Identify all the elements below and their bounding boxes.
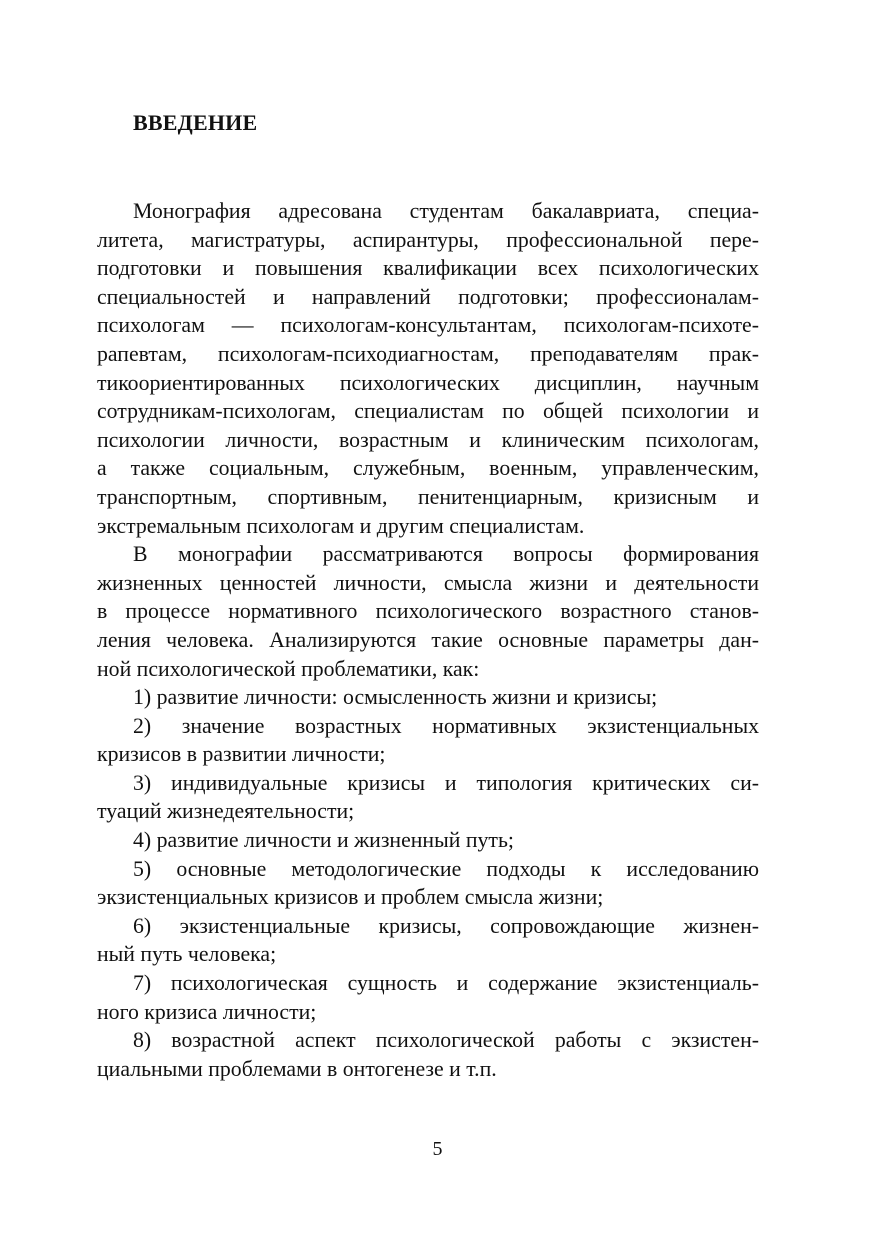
list-item-line: 1) развитие личности: осмысленность жизни и кризисы; (133, 685, 658, 710)
list-item-line: 8) возрастной аспект психологической работы с экзистен- (133, 1028, 759, 1053)
paragraph-line: в процессе нормативного психологического возрастного станов- (97, 599, 759, 624)
list-item-line: ного кризиса личности; (97, 999, 317, 1024)
page-number: 5 (432, 1138, 443, 1160)
paragraph-line: психологии личности, возрастным и клиническим психологам, (97, 427, 759, 452)
list-item-line: 7) психологическая сущность и содержание экзистенциаль- (133, 971, 759, 996)
paragraph-line: а также социальным, служебным, военным, управленческим, (97, 456, 759, 481)
paragraph-line: транспортным, спортивным, пенитенциарным, кризисным и (97, 484, 759, 509)
paragraph-line: ления человека. Анализируются такие основные параметры дан- (97, 627, 759, 652)
paragraph-line: сотрудникам-психологам, специалистам по общей психологии и (97, 399, 759, 424)
section-heading: ВВЕДЕНИЕ (133, 110, 258, 135)
list-item-line: 5) основные методологические подходы к исследованию (133, 856, 759, 881)
paragraph-line: экстремальным психологам и другим специалистам. (97, 513, 585, 538)
paragraph-line: В монографии рассматриваются вопросы формирования (133, 542, 759, 567)
paragraph-line: рапевтам, психологам-психодиагностам, преподавателям прак- (97, 341, 759, 366)
list-item-line: 3) индивидуальные кризисы и типология критических си- (133, 770, 759, 795)
list-item-line: 2) значение возрастных нормативных экзистенциальных (133, 713, 759, 738)
paragraph-line: Монография адресована студентам бакалавриата, специа- (133, 199, 759, 223)
list-item-line: циальными проблемами в онтогенезе и т.п. (97, 1056, 497, 1081)
list-item-line: туаций жизнедеятельности; (97, 799, 355, 824)
list-item-line: 6) экзистенциальные кризисы, сопровождающие жизнен- (133, 913, 759, 938)
body-text (97, 197, 759, 1083)
list-item-line: 4) развитие личности и жизненный путь; (133, 828, 514, 853)
paragraph-line: подготовки и повышения квалификации всех психологических (97, 256, 759, 281)
paragraph-line: литета, магистратуры, аспирантуры, профессиональной пере- (97, 227, 759, 252)
list-item-line: экзистенциальных кризисов и проблем смысла жизни; (97, 885, 604, 910)
paragraph-line: тикоориентированных психологических дисциплин, научным (97, 370, 759, 395)
paragraph-line: психологам — психологам-консультантам, психологам-психоте- (97, 313, 759, 338)
paragraph-line: специальностей и направлений подготовки; профессионалам- (97, 284, 759, 309)
paragraph-line: ной психологической проблематики, как: (97, 656, 480, 681)
list-item-line: кризисов в развитии личности; (97, 742, 386, 767)
paragraph-line: жизненных ценностей личности, смысла жизни и деятельности (97, 570, 759, 595)
list-item-line: ный путь человека; (97, 942, 277, 967)
